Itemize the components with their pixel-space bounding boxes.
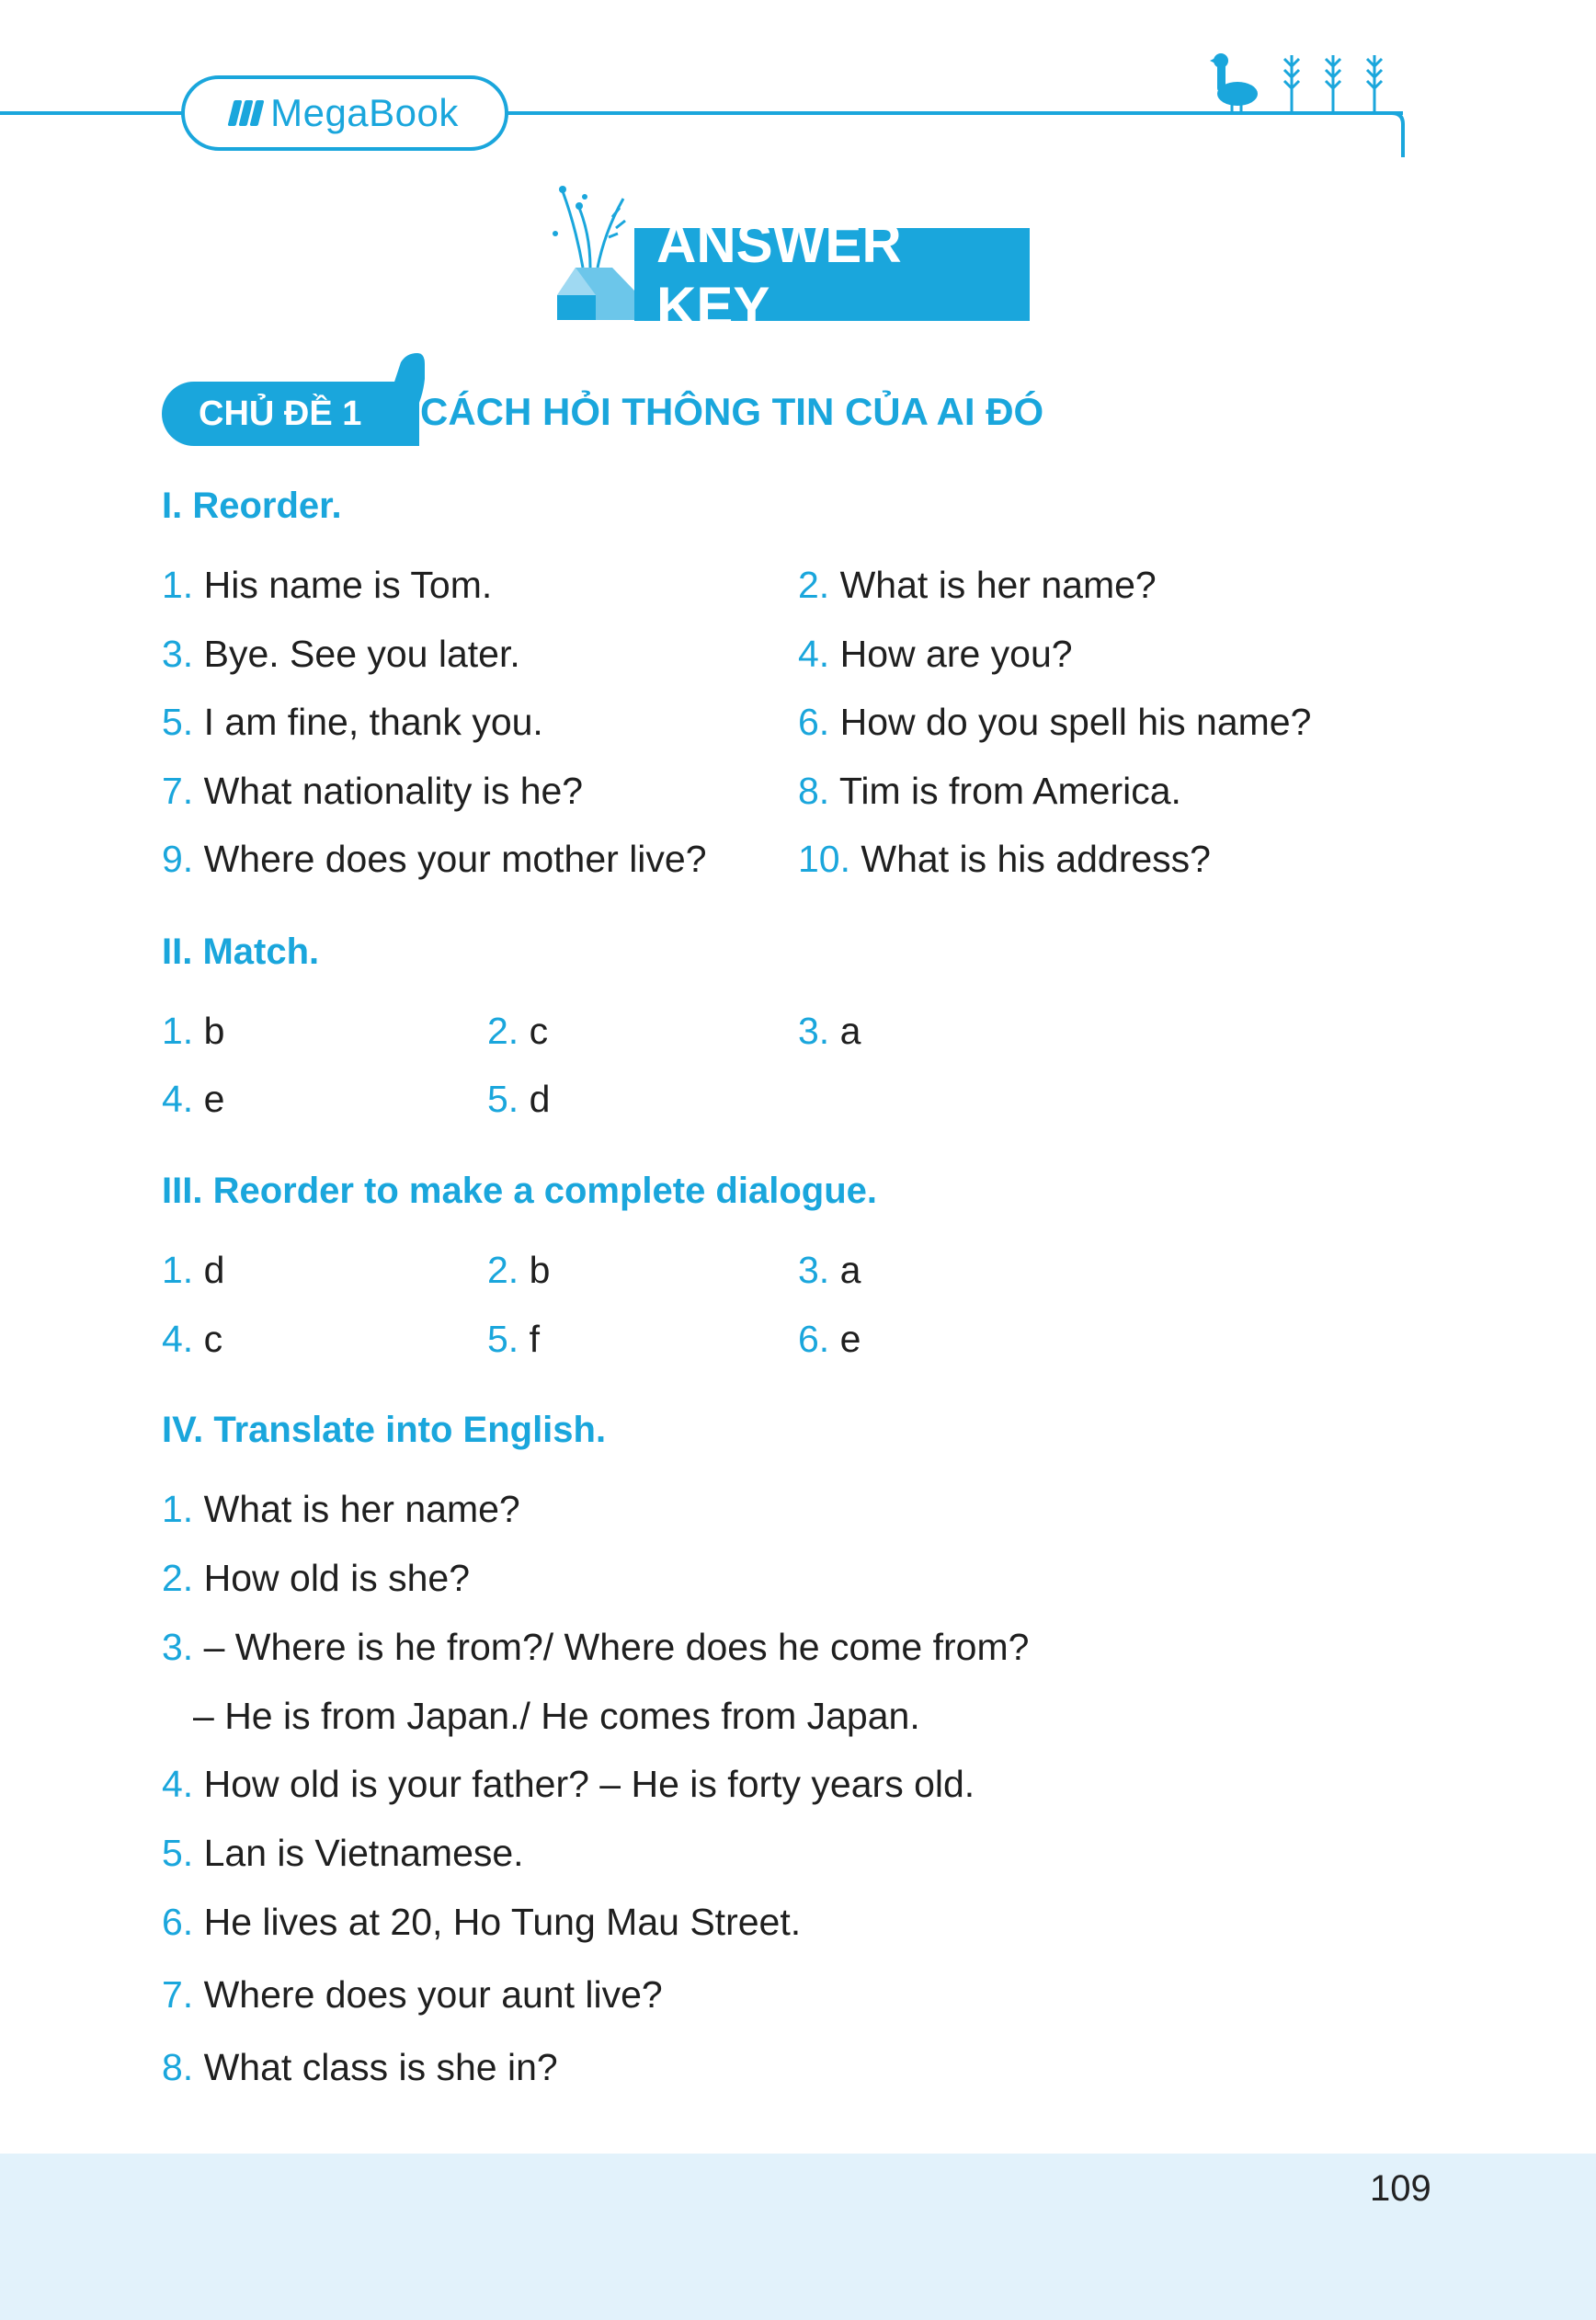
- header-rule-corner: [1379, 109, 1407, 157]
- list-item: 5. Lan is Vietnamese.: [162, 1832, 524, 1874]
- section-heading: I. Reorder.: [162, 486, 342, 526]
- list-item: 6. e: [798, 1318, 861, 1360]
- header-rule-right: [507, 111, 1403, 115]
- section-heading: II. Match.: [162, 931, 320, 972]
- list-item: 7. Where does your aunt live?: [162, 1973, 663, 2016]
- list-item: 6. How do you spell his name?: [798, 701, 1312, 743]
- list-item: 2. b: [487, 1249, 551, 1291]
- list-item: 2. How old is she?: [162, 1557, 471, 1599]
- list-item: 2. c: [487, 1010, 549, 1052]
- page-title: ANSWER KEY: [634, 228, 1030, 321]
- list-item: 5. f: [487, 1318, 541, 1360]
- list-item: 3. – Where is he from?/ Where does he come from?: [162, 1626, 1030, 1668]
- list-item: 1. b: [162, 1010, 225, 1052]
- list-item: 6. He lives at 20, Ho Tung Mau Street.: [162, 1901, 802, 1943]
- list-item: – He is from Japan./ He comes from Japan.: [193, 1695, 920, 1737]
- list-item: 4. How are you?: [798, 633, 1073, 675]
- duck-icon: [1204, 48, 1260, 112]
- section-heading: IV. Translate into English.: [162, 1410, 607, 1450]
- list-item: 3. a: [798, 1010, 861, 1052]
- list-item: 10. What is his address?: [798, 838, 1211, 880]
- list-item: 1. His name is Tom.: [162, 564, 493, 606]
- list-item: 9. Where does your mother live?: [162, 838, 707, 880]
- list-item: 4. How old is your father? – He is forty years old.: [162, 1763, 975, 1805]
- list-item: 1. d: [162, 1249, 225, 1291]
- topic-label-flag: [373, 351, 425, 447]
- list-item: 8. What class is she in?: [162, 2046, 558, 2088]
- list-item: 1. What is her name?: [162, 1488, 520, 1530]
- topic-title: CÁCH HỎI THÔNG TIN CỦA AI ĐÓ: [420, 390, 1044, 433]
- brand-mark-icon: [231, 100, 261, 126]
- page-number: 109: [1370, 2168, 1431, 2209]
- brand-name: MegaBook: [270, 91, 459, 134]
- wheat-icon: [1273, 50, 1393, 114]
- list-item: 3. a: [798, 1249, 861, 1291]
- list-item: 3. Bye. See you later.: [162, 633, 520, 675]
- header-rule-left: [0, 111, 184, 115]
- list-item: 7. What nationality is he?: [162, 770, 584, 812]
- list-item: 4. c: [162, 1318, 223, 1360]
- list-item: 8. Tim is from America.: [798, 770, 1181, 812]
- list-item: 4. e: [162, 1078, 225, 1120]
- footer-band: [0, 2154, 1596, 2320]
- section-heading: III. Reorder to make a complete dialogue.: [162, 1171, 877, 1211]
- list-item: 5. d: [487, 1078, 551, 1120]
- brand-logo: [181, 75, 508, 151]
- list-item: 5. I am fine, thank you.: [162, 701, 543, 743]
- list-item: 2. What is her name?: [798, 564, 1157, 606]
- topic-label: CHỦ ĐỀ 1: [162, 382, 419, 446]
